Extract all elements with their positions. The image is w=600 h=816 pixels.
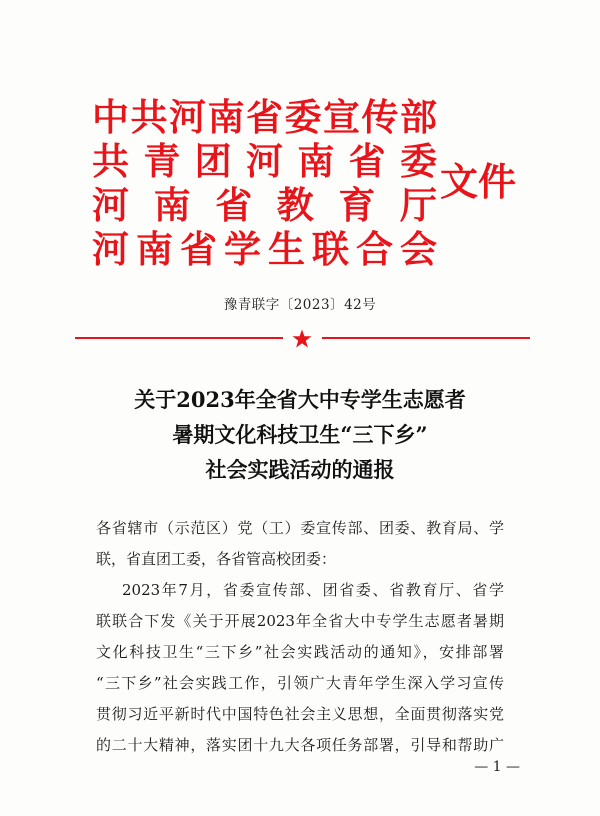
- red-divider: [75, 329, 530, 349]
- issuing-authorities: [92, 96, 437, 272]
- paragraph-line: 联联合下发《关于开展2023年全省大中专学生志愿者暑期: [96, 612, 504, 630]
- salutation-line: 各省辖市（示范区）党（工）委宣传部、团委、教育局、学: [96, 519, 504, 537]
- paragraph-line: 贯彻习近平新时代中国特色社会主义思想，全面贯彻落实党: [96, 705, 504, 723]
- document-title: [0, 382, 600, 487]
- document-body: [96, 513, 504, 761]
- paragraph-line: “三下乡”社会实践工作，引领广大青年学生深入学习宣传: [96, 674, 504, 692]
- issuer-line: 河南省教育厅: [92, 184, 437, 227]
- issuer-line: 中共河南省委宣传部: [92, 96, 437, 139]
- divider-rule-right: [322, 337, 530, 339]
- paragraph-line: 的二十大精神，落实团十九大各项任务部署，引导和帮助广: [96, 736, 504, 754]
- divider-rule-left: [75, 337, 283, 339]
- star-icon: [292, 329, 312, 349]
- paragraph-line: 2023年7月，省委宣传部、团省委、省教育厅、省学: [122, 581, 504, 599]
- title-line: 关于2023年全省大中专学生志愿者: [134, 387, 466, 412]
- document-number: 豫青联字〔2023〕42号: [223, 297, 377, 313]
- issuer-line: 河南省学生联合会: [92, 228, 437, 271]
- issuer-line: 共青团河南省委: [92, 140, 437, 183]
- paragraph-line: 文化科技卫生“三下乡”社会实践活动的通知》，安排部署: [96, 643, 504, 661]
- page-number: — 1 —: [474, 759, 520, 775]
- title-line: 社会实践活动的通报: [205, 457, 395, 482]
- title-line: 暑期文化科技卫生“三下乡”: [172, 422, 428, 447]
- document-type-label: 文件: [440, 160, 517, 204]
- salutation-line: 联，省直团工委，各省管高校团委：: [96, 550, 337, 568]
